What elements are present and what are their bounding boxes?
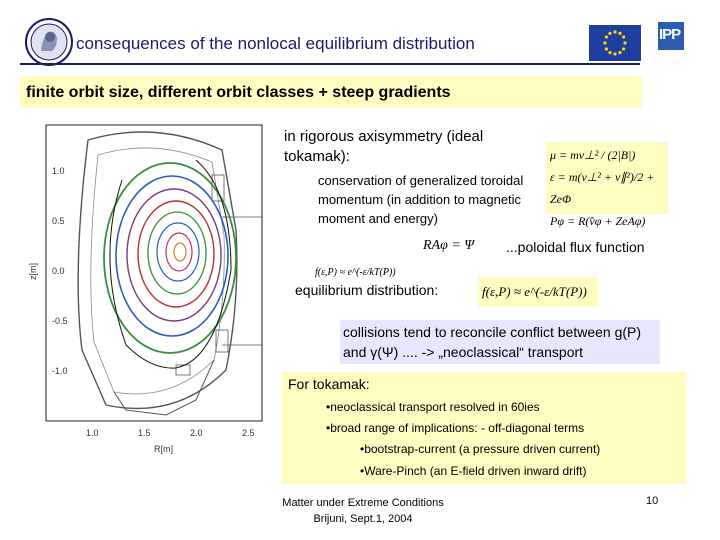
x-tick: 2.0 [190, 428, 203, 438]
distribution-formula: f(ε,P) ≈ e^(-ε/kT(P)) [478, 277, 598, 307]
title-divider [20, 63, 640, 65]
footer-line-2: Brijuni, Sept.1, 2004 [313, 513, 413, 525]
page-number: 10 [646, 495, 659, 507]
flux-description: ...poloidal flux function [506, 239, 645, 255]
tokamak-flux-plot [26, 120, 266, 470]
x-tick: 1.5 [138, 428, 151, 438]
distribution-formula-small: f(ε,P) ≈ e^(-ε/kT(P)) [315, 267, 396, 278]
energy-formula: ε = m(v⊥² + v∥²)/2 + ZeΦ [550, 170, 655, 206]
collisions-box: collisions tend to reconcile conflict between g(P) and γ(Ψ) .... -> „neoclassical“ transport [340, 320, 660, 364]
x-tick: 1.0 [86, 428, 99, 438]
y-tick: 1.0 [52, 166, 65, 176]
footer-line-1: Matter under Extreme Conditions [282, 497, 444, 509]
sub-bullet-item: •Ware-Pinch (an E-field driven inward drift) [360, 464, 587, 478]
x-tick: 2.5 [242, 428, 255, 438]
bullet-item: •neoclassical transport resolved in 60ies [326, 400, 540, 414]
slide-subtitle: finite orbit size, different orbit classes + steep gradients [26, 84, 451, 101]
axisymmetry-heading: in rigorous axisymmetry (ideal tokamak): [284, 128, 484, 165]
y-axis-label: z[m] [28, 263, 38, 280]
bullet-item: •broad range of implications: - off-diagonal terms [326, 421, 585, 435]
y-tick: -0.5 [52, 316, 68, 326]
eu-flag-icon [589, 25, 641, 61]
x-axis-label: R[m] [154, 444, 173, 454]
canonical-momentum-formula: Pφ = R(v̂φ + ZeAφ) [550, 214, 646, 228]
y-tick: 0.5 [52, 216, 65, 226]
magnetic-moment-formula: μ = mv⊥² / (2|B|) [550, 148, 636, 162]
y-tick: 0.0 [52, 266, 65, 276]
y-tick: -1.0 [52, 366, 68, 376]
sub-bullet-item: •bootstrap-current (a pressure driven current) [360, 442, 601, 456]
ipp-logo-text: IPP [659, 26, 681, 43]
slide-title: consequences of the nonlocal equilibrium distribution [76, 34, 475, 53]
footer-conference [268, 495, 458, 527]
invariants-formula-box [546, 142, 668, 228]
equilibrium-label: equilibrium distribution: [295, 282, 439, 298]
max-planck-logo [24, 17, 74, 67]
flux-relation: RAφ = Ψ [423, 238, 475, 253]
conservation-text: conservation of generalized toroidal momentum (in addition to magnetic moment and energy) [318, 173, 524, 226]
tokamak-heading: For tokamak: [288, 376, 370, 392]
